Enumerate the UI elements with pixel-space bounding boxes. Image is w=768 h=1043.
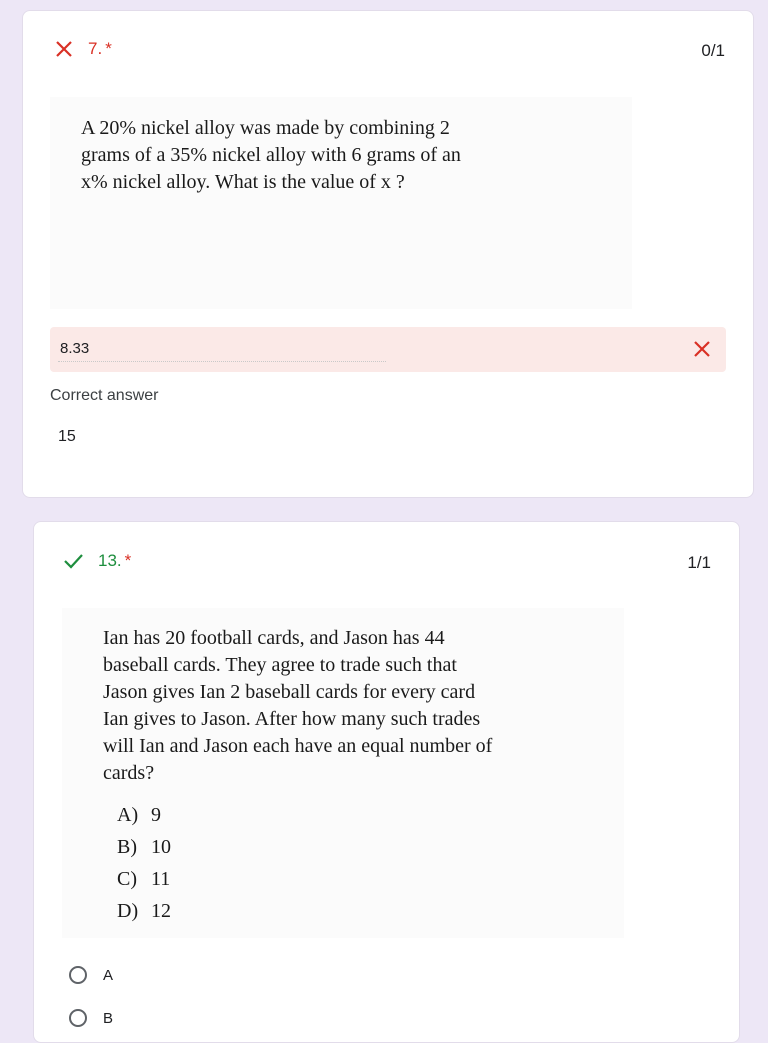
image-choice-list — [117, 799, 624, 927]
image-choice: A) 9 — [117, 804, 161, 826]
question-text-line: x% nickel alloy. What is the value of x ? — [81, 171, 405, 193]
question-card-13 — [33, 521, 740, 1043]
question-text-line: Ian gives to Jason. After how many such trades — [103, 708, 481, 730]
correct-answer-value: 15 — [58, 428, 76, 445]
radio-button[interactable] — [69, 966, 87, 984]
response-value: 8.33 — [60, 340, 90, 357]
question-score: 1/1 — [687, 553, 711, 572]
radio-button[interactable] — [69, 1009, 87, 1027]
question-text-line: cards? — [103, 762, 155, 784]
question-score: 0/1 — [701, 41, 725, 60]
option-a[interactable] — [69, 966, 113, 984]
option-label: A — [103, 966, 114, 984]
checkmark-icon — [62, 551, 84, 571]
question-text-line: baseball cards. They agree to trade such that — [103, 654, 457, 676]
question-text-line: grams of a 35% nickel alloy with 6 grams of an — [81, 144, 461, 166]
question-image — [62, 608, 624, 938]
response-underline — [58, 361, 386, 362]
image-choice: B) 10 — [117, 836, 171, 858]
question-text-line: Ian has 20 football cards, and Jason has 44 — [103, 627, 445, 649]
close-icon — [690, 337, 714, 361]
question-number: 13. * — [98, 551, 132, 570]
image-choice: C) 11 — [117, 868, 171, 890]
question-card-7 — [22, 10, 754, 498]
question-text-line: will Ian and Jason each have an equal number of — [103, 735, 493, 757]
question-number: 7. * — [88, 39, 112, 58]
option-label: B — [103, 1009, 114, 1027]
close-icon — [54, 39, 74, 59]
image-choice: D) 12 — [117, 900, 171, 922]
question-image — [50, 97, 632, 309]
response-field — [50, 327, 726, 372]
question-header — [62, 551, 131, 571]
question-text-line: Jason gives Ian 2 baseball cards for every card — [103, 681, 476, 703]
correct-answer-label: Correct answer — [50, 387, 159, 404]
option-b[interactable] — [69, 1009, 113, 1027]
question-header — [54, 39, 112, 59]
question-text-line: A 20% nickel alloy was made by combining 2 — [81, 117, 450, 139]
